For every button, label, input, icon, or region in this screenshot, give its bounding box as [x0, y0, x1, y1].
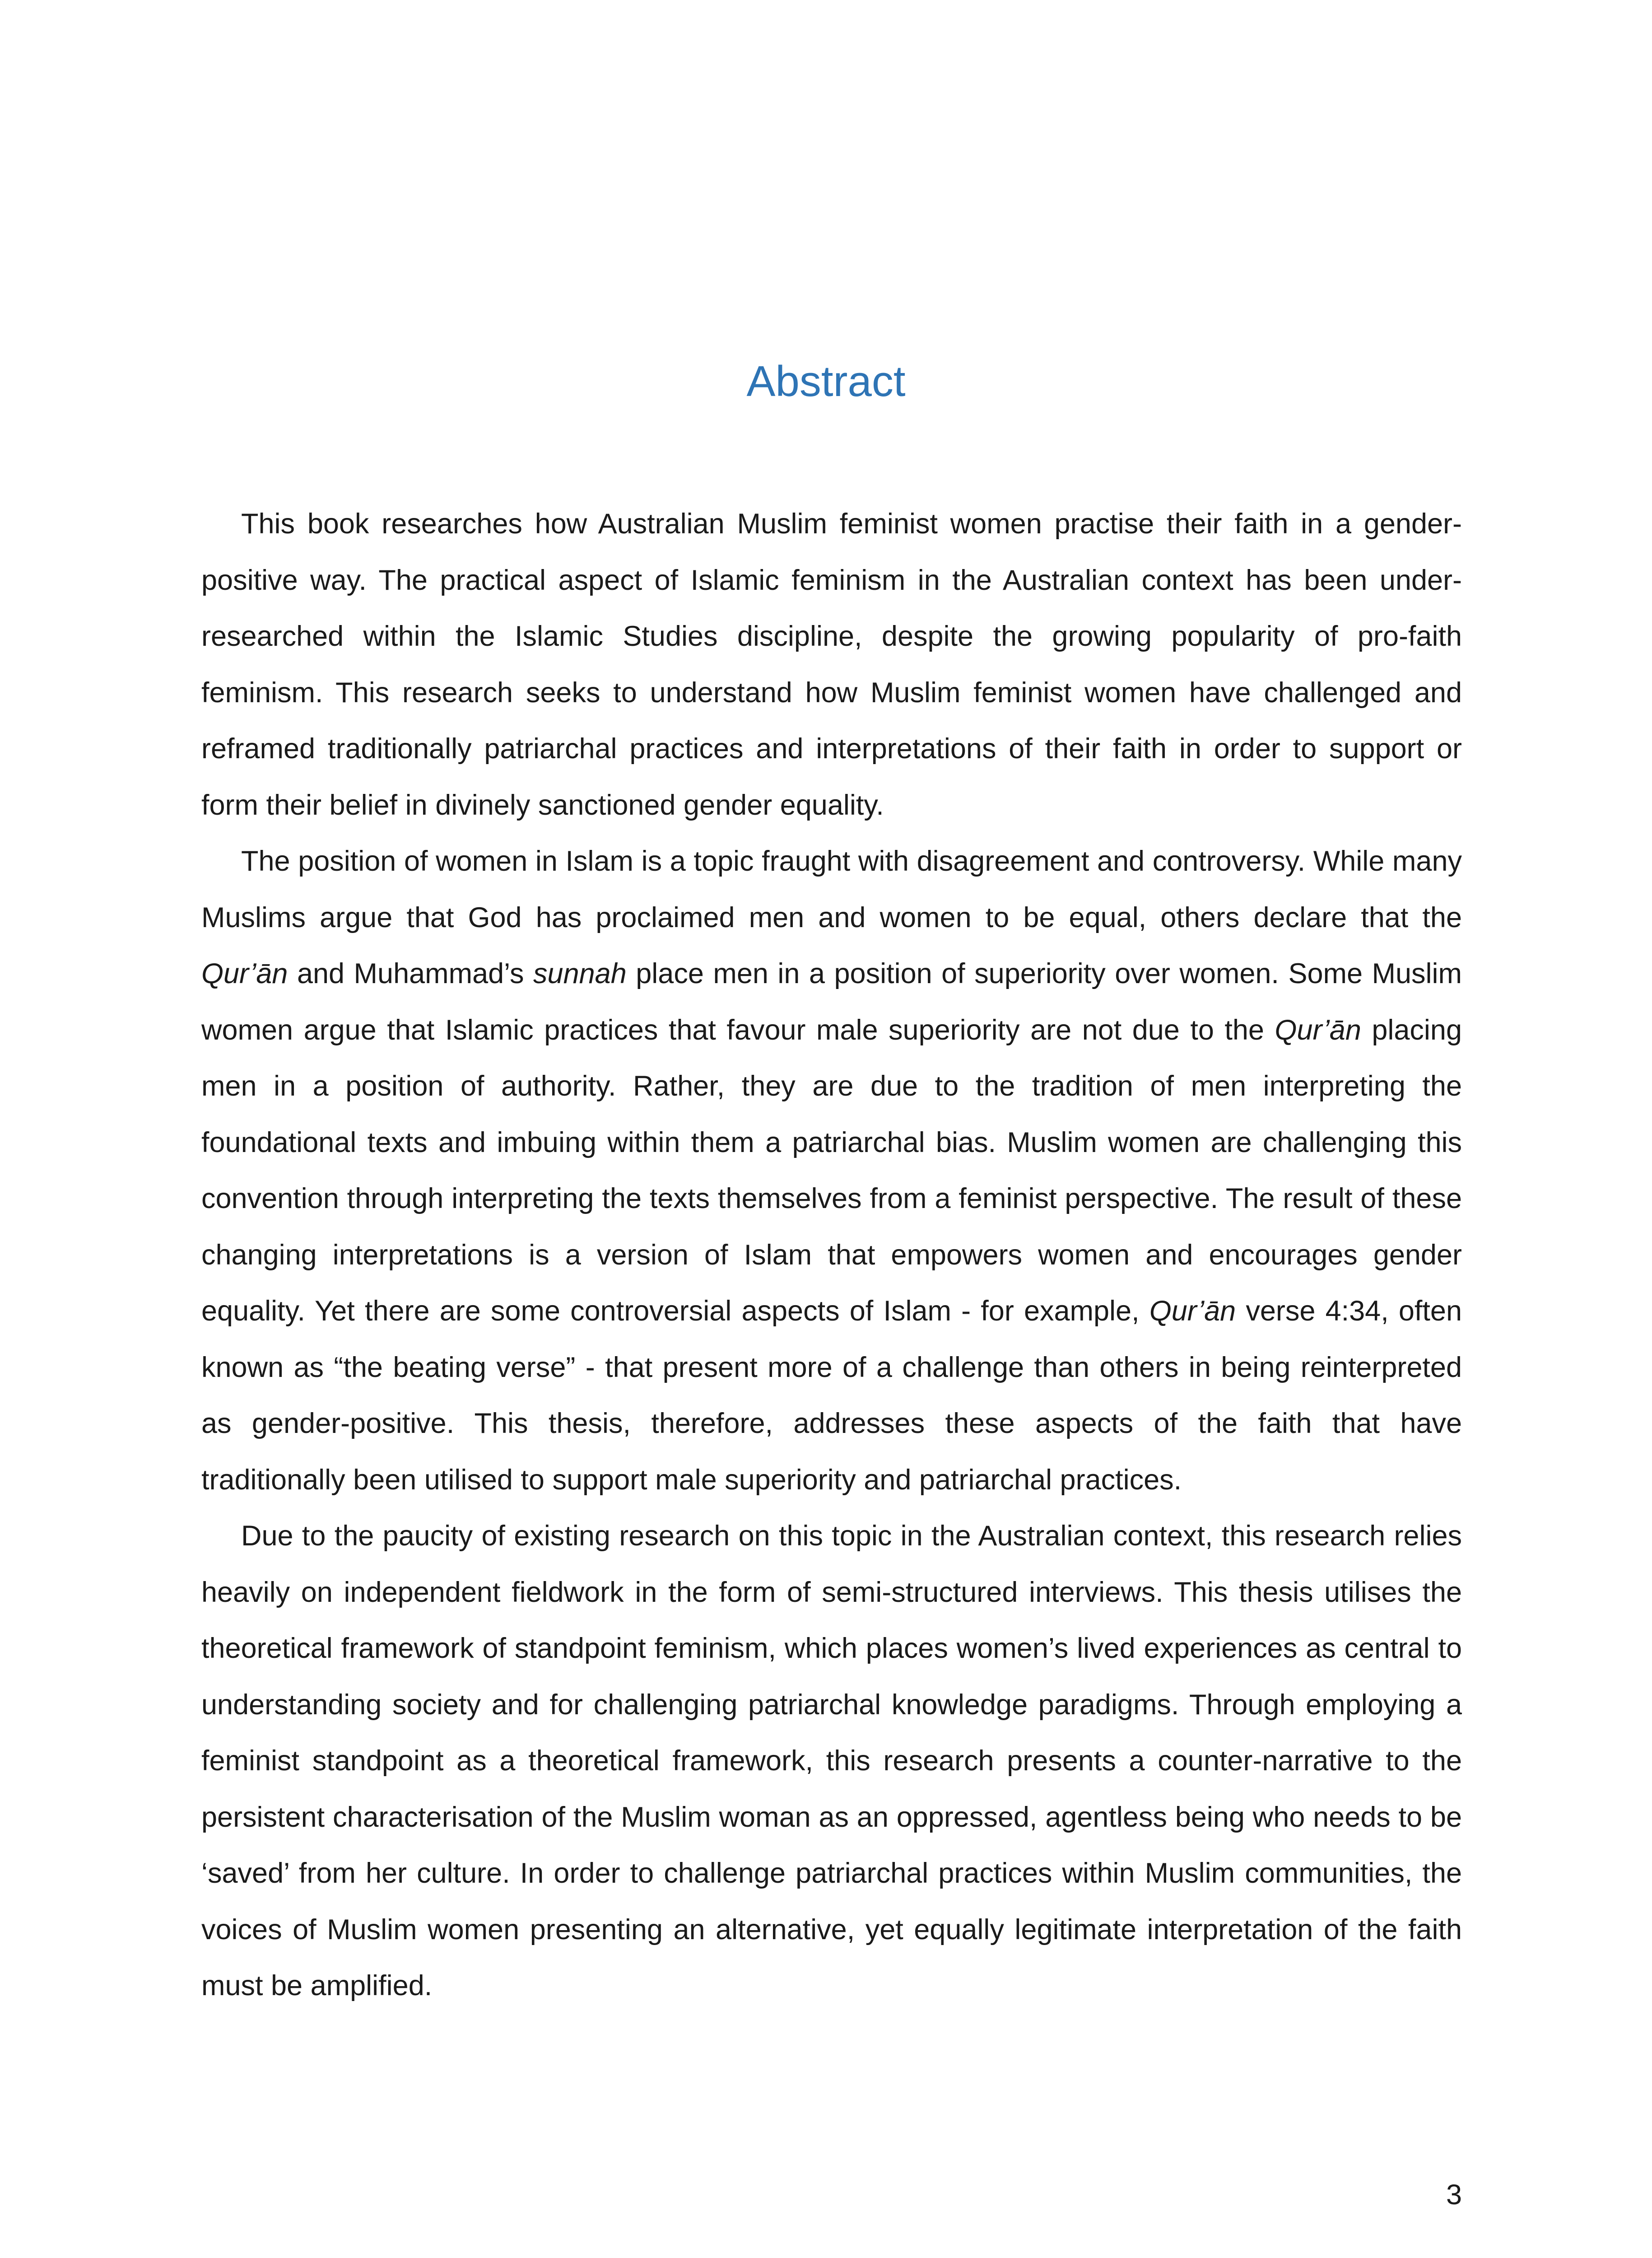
abstract-heading: Abstract	[746, 357, 906, 406]
page-number: 3	[1446, 2179, 1462, 2211]
abstract-body	[201, 496, 1462, 2014]
italic-term-quran: Qur’ān	[201, 958, 288, 989]
italic-term-quran: Qur’ān	[1149, 1295, 1236, 1327]
paragraph-text: placing men in a position of authority. Rather, they are due to the tradition of men interpreting the foundational texts and imbuing within them a patriarchal bias. Muslim women are challenging this convention through interpreting the texts themselves from a feminist perspective. The result of these changing interpretations is a version of Islam that empowers women and encourages gender equality. Yet there are some controversial aspects of Islam - for example,	[201, 1014, 1462, 1327]
abstract-paragraph-2	[201, 833, 1462, 1508]
italic-term-sunnah: sunnah	[533, 958, 627, 989]
abstract-paragraph-1	[201, 496, 1462, 833]
paragraph-text: and Muhammad’s	[288, 958, 534, 989]
abstract-paragraph-3	[201, 1508, 1462, 2014]
paragraph-text: place men in a position of superiority over women. Some Muslim women argue that Islamic practices that favour male superiority are not due to the	[201, 958, 1462, 1046]
italic-term-quran: Qur’ān	[1275, 1014, 1361, 1046]
paragraph-text: The position of women in Islam is a topic fraught with disagreement and controversy. While many Muslims argue that God has proclaimed men and women to be equal, others declare that the	[201, 845, 1462, 933]
paragraph-text: verse 4:34, often known as “the beating verse” - that present more of a challenge than others in being reinterpreted as gender-positive. This thesis, therefore, addresses these aspects of the faith that have traditionally been utilised to support male superiority and patriarchal practices.	[201, 1295, 1462, 1496]
paragraph-text: Due to the paucity of existing research on this topic in the Australian context, this research relies heavily on independent fieldwork in the form of semi-structured interviews. This thesis utilises the theoretical framework of standpoint feminism, which places women’s lived experiences as central to understanding society and for challenging patriarchal knowledge paradigms. Through employing a feminist standpoint as a theoretical framework, this research presents a counter-narrative to the persistent characterisation of the Muslim woman as an oppressed, agentless being who needs to be ‘saved’ from her culture. In order to challenge patriarchal practices within Muslim communities, the voices of Muslim women presenting an alternative, yet equally legitimate interpretation of the faith must be amplified.	[201, 1520, 1462, 2001]
paragraph-text: This book researches how Australian Muslim feminist women practise their faith in a gender-positive way. The practical aspect of Islamic feminism in the Australian context has been under-researched within the Islamic Studies discipline, despite the growing popularity of pro-faith feminism. This research seeks to understand how Muslim feminist women have challenged and reframed traditionally patriarchal practices and interpretations of their faith in order to support or form their belief in divinely sanctioned gender equality.	[201, 508, 1462, 821]
